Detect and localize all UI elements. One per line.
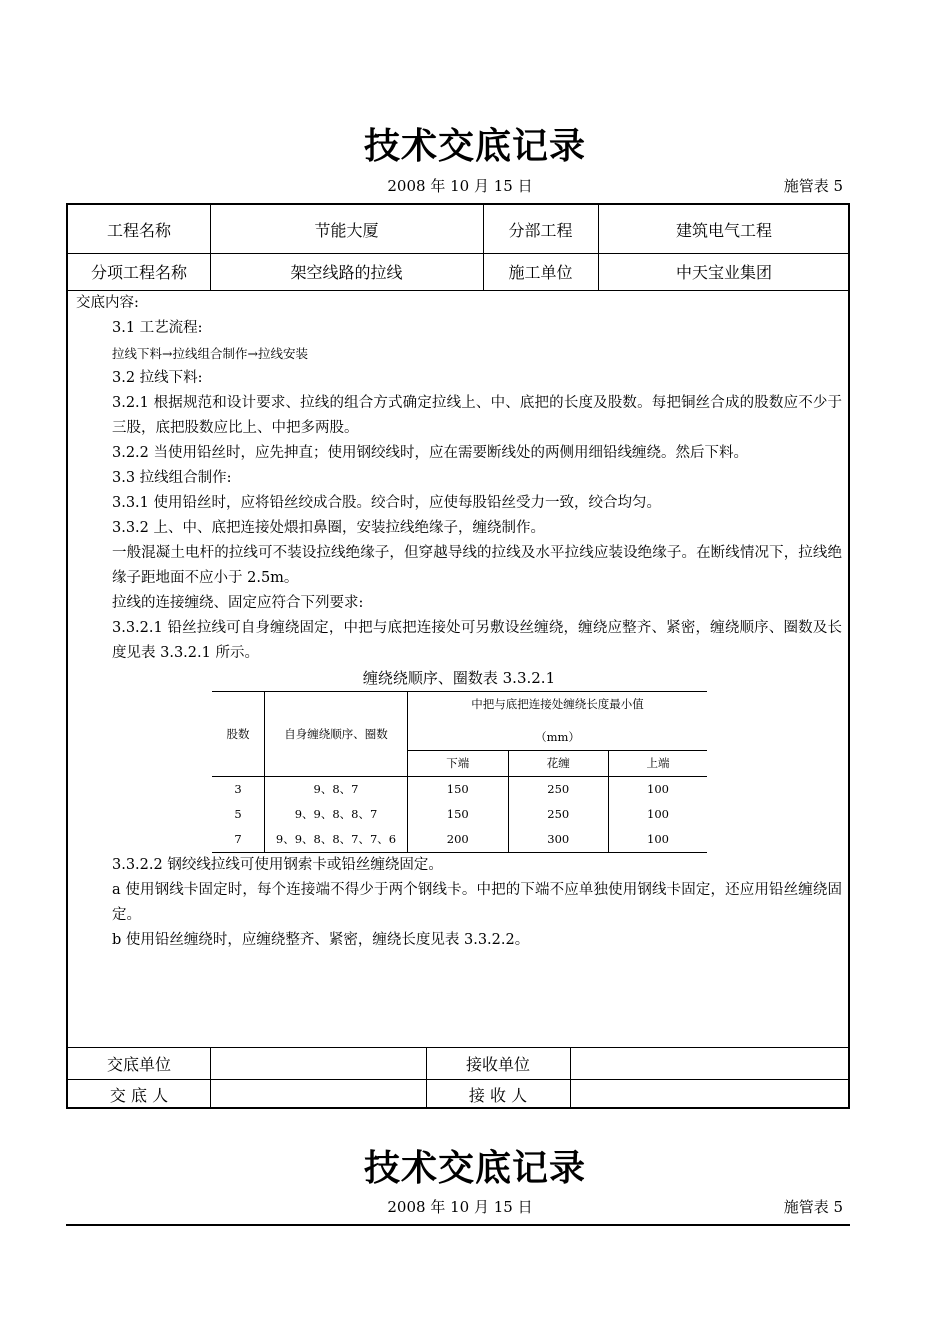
section-3-2: 3.2 拉线下料:	[112, 370, 203, 386]
table-row	[212, 802, 707, 827]
requirements-intro: 拉线的连接缠绕、固定应符合下列要求:	[112, 595, 364, 611]
page2-form-top-border	[66, 1224, 850, 1226]
contractor-label: 施工单位	[508, 263, 573, 282]
division-value: 建筑电气工程	[675, 220, 772, 240]
cell-strands: 5	[234, 807, 242, 821]
section-3-1: 3.1 工艺流程:	[112, 320, 203, 336]
section-3-3-2: 3.3.2 上、中、底把连接处煨扣鼻圈，安装拉线绝缘子，缠绕制作。	[112, 520, 546, 536]
col-strands: 股数	[212, 692, 265, 777]
form-number: 施管表 5	[783, 177, 843, 195]
process-flow: 拉线下料→拉线组合制作→拉线安装	[112, 346, 308, 361]
cell-upper: 100	[609, 802, 707, 827]
cell-strands: 7	[212, 827, 265, 853]
page-title: 技术交底记录	[363, 126, 586, 167]
wrap-table-caption: 缠绕绕顺序、圈数表 3.3.2.1	[362, 669, 556, 687]
issuer-unit-field[interactable]	[210, 1047, 426, 1079]
record-date: 2008 年 10 月 15 日	[387, 177, 533, 195]
subitem-value: 架空线路的拉线	[290, 263, 403, 282]
cell-strands: 3	[234, 782, 242, 796]
record-form	[66, 203, 850, 1109]
cell-lower: 150	[408, 802, 509, 827]
col-min-length-title: 中把与底把连接处缠绕长度最小值	[471, 697, 644, 711]
sub-mid: 花缠	[508, 751, 609, 777]
clause-a: a 使用钢线卡固定时，每个连接端不得少于两个钢线卡。中把的下端不应单独使用钢线卡固定，还应用铅丝缠绕固定。	[112, 882, 842, 923]
issuer-unit-label: 交底单位	[106, 1054, 171, 1074]
table-row	[212, 777, 707, 803]
section-3-3-2-2: 3.3.2.2 钢绞线拉线可使用钢索卡或铅丝缠绕固定。	[112, 857, 443, 873]
cell-order: 9、9、8、8、7、7、6	[265, 827, 408, 853]
cell-mid: 250	[508, 777, 609, 803]
col-min-length-unit: （mm）	[535, 730, 580, 744]
section-3-3-2-1: 3.3.2.1 铅丝拉线可自身缠绕固定，中把与底把连接处可另敷设丝缠绕，缠绕应整齐、紧密，缠绕顺序、圈数及长度见表 3.3.2.1 所示。	[112, 620, 842, 661]
issuer-label: 交 底 人	[109, 1085, 169, 1105]
issuer-field[interactable]	[210, 1079, 426, 1109]
page2-title: 技术交底记录	[363, 1148, 586, 1189]
section-3-2-1: 3.2.1 根据规范和设计要求、拉线的组合方式确定拉线上、中、底把的长度及股数。每把铜丝合成的股数应不少于三股，底把股数应比上、中把多两股。	[112, 395, 842, 436]
cell-upper: 100	[609, 827, 707, 853]
section-3-3: 3.3 拉线组合制作:	[112, 470, 232, 486]
cell-mid: 300	[508, 827, 609, 853]
sub-lower: 下端	[408, 751, 509, 777]
receiver-label: 接 收 人	[468, 1085, 528, 1105]
wrap-table	[212, 691, 707, 853]
contractor-value: 中天宝业集团	[675, 263, 772, 282]
col-order: 自身缠绕顺序、圈数	[265, 692, 408, 777]
receiver-field[interactable]	[570, 1079, 850, 1109]
receiver-unit-field[interactable]	[570, 1047, 850, 1079]
cell-lower: 150	[408, 777, 509, 803]
cell-order: 9、9、8、8、7	[265, 802, 408, 827]
page2-form-number: 施管表 5	[783, 1198, 843, 1216]
subitem-label: 分项工程名称	[90, 263, 187, 282]
content-heading: 交底内容:	[76, 295, 139, 311]
briefing-content	[76, 291, 842, 953]
clause-b: b 使用铅丝缠绕时，应缠绕整齐、紧密，缠绕长度见表 3.3.2.2。	[112, 932, 530, 948]
cell-order: 9、8、7	[265, 777, 408, 803]
division-label: 分部工程	[508, 220, 573, 240]
sub-upper: 上端	[609, 751, 707, 777]
insulator-paragraph: 一般混凝土电杆的拉线可不装设拉线绝缘子，但穿越导线的拉线及水平拉线应装设绝缘子。在断线情况下，拉线绝缘子距地面不应小于 2.5m。	[112, 545, 842, 586]
page2-date: 2008 年 10 月 15 日	[387, 1198, 533, 1216]
section-3-2-2: 3.2.2 当使用铅丝时，应先抻直；使用钢绞线时，应在需要断线处的两侧用细铅线缠绕。然后下料。	[112, 445, 748, 461]
section-3-3-1: 3.3.1 使用铅丝时，应将铅丝绞成合股。绞合时，应使每股铅丝受力一致，绞合均匀。	[112, 495, 662, 511]
cell-upper: 100	[609, 777, 707, 803]
col-min-length	[408, 692, 708, 751]
cell-mid: 250	[508, 802, 609, 827]
project-name-label: 工程名称	[106, 220, 171, 240]
project-name-value: 节能大厦	[314, 220, 379, 240]
cell-lower: 200	[408, 827, 509, 853]
receiver-unit-label: 接收单位	[465, 1054, 530, 1074]
table-row	[212, 827, 707, 853]
